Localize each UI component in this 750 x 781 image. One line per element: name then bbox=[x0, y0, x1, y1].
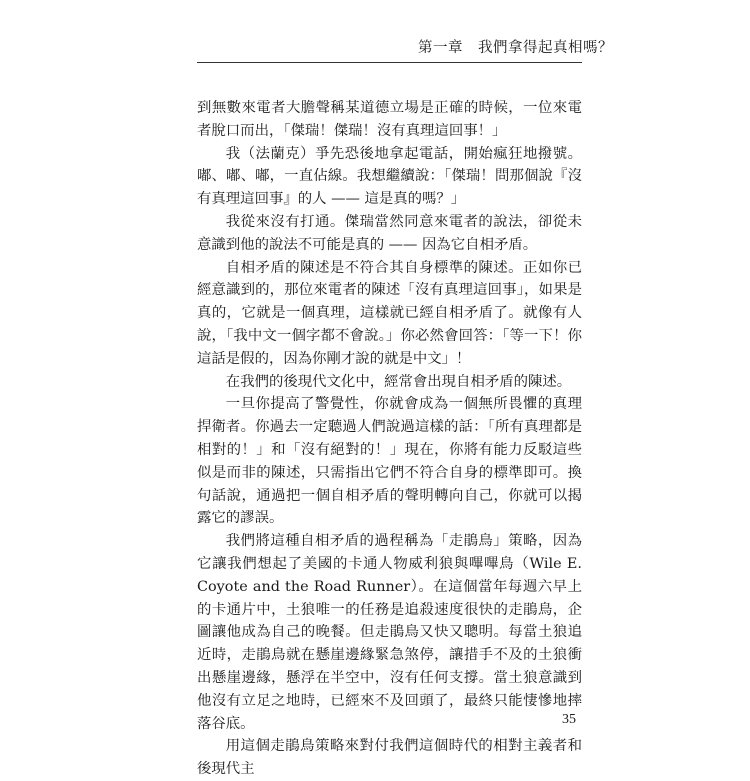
body-text bbox=[197, 97, 582, 781]
page-number: 35 bbox=[562, 712, 576, 727]
running-header-chapter-title: 第一章 我們拿得起真相嗎？ bbox=[418, 40, 613, 56]
paragraph: 我們將這種自相矛盾的過程稱為「走鵑鳥」策略，因為它讓我們想起了美國的卡通人物威利狼與嗶嗶鳥（Wile E. Coyote and the Road Runner）。在這個當年每週六早上的卡通片中，土狼唯一的任務是追殺速度很快的走鵑鳥，企圖讓他成為自己的晚餐。但走鵑鳥又快又聰明。每當土狼追近時，走鵑鳥就在懸崖邊緣緊急煞停，讓措手不及的土狼衝出懸崖邊緣，懸浮在半空中，沒有任何支撐。當土狼意識到他沒有立足之地時，已經來不及回頭了，最終只能悽慘地摔落谷底。 bbox=[197, 533, 582, 732]
paragraph: 自相矛盾的陳述是不符合其自身標準的陳述。正如你已經意識到的，那位來電者的陳述「沒有真理這回事」，如果是真的，它就是一個真理，這樣就已經自相矛盾了。就像有人說，「我中文一個字都不會說。」你必然會回答：「等一下！你這話是假的，因為你剛才說的就是中文」！ bbox=[197, 259, 582, 367]
paragraph: 到無數來電者大膽聲稱某道德立場是正確的時候，一位來電者脫口而出，「傑瑞！傑瑞！沒有真理這回事！」 bbox=[197, 100, 582, 139]
paragraph: 我（法蘭克）爭先恐後地拿起電話，開始瘋狂地撥號。嘟、嘟、嘟，一直佔線。我想繼續說：「傑瑞！問那個說『沒有真理這回事』的人 —— 這是真的嗎？」 bbox=[197, 145, 582, 208]
header-rule bbox=[197, 62, 582, 63]
paragraph: 我從來沒有打通。傑瑞當然同意來電者的說法，卻從未意識到他的說法不可能是真的 —— 因為它自相矛盾。 bbox=[197, 213, 582, 253]
paragraph: 用這個走鵑鳥策略來對付我們這個時代的相對主義者和後現代主 bbox=[197, 738, 582, 778]
paragraph: 在我們的後現代文化中，經常會出現自相矛盾的陳述。 bbox=[225, 373, 572, 390]
paragraph: 一旦你提高了警覺性，你就會成為一個無所畏懼的真理捍衛者。你過去一定聽過人們說過這樣的話：「所有真理都是相對的！」和「沒有絕對的！」現在，你將有能力反駁這些似是而非的陳述，只需指出它們不符合自身的標準即可。換句話說，通過把一個自相矛盾的聲明轉向自己，你就可以揭露它的謬誤。 bbox=[197, 396, 582, 527]
